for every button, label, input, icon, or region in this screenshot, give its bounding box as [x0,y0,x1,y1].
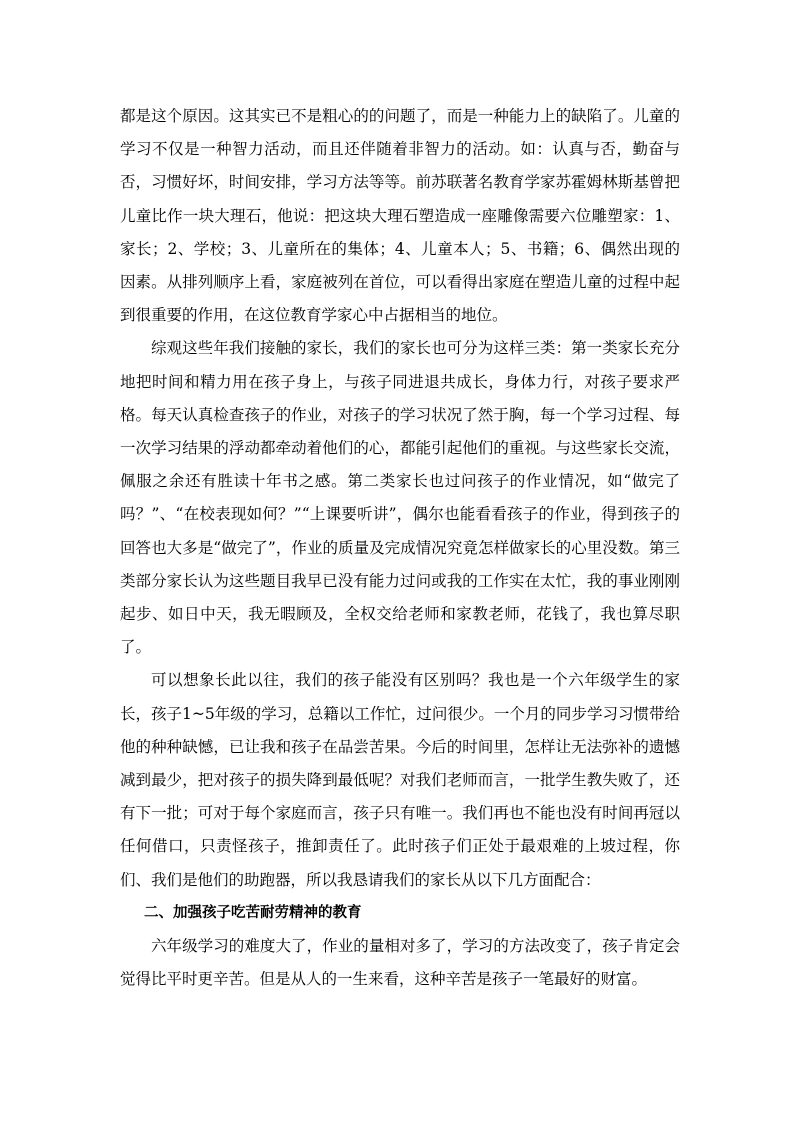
paragraph-parent-types: 综观这些年我们接触的家长，我们的家长也可分为这样三类：第一类家长充分地把时间和精力用在孩子身上，与孩子同进退共成长，身体力行，对孩子要求严格。每天认真检查孩子的作业，对孩子的学习状况了然于胸，每一个学习过程、每一次学习结果的浮动都牵动着他们的心，都能引起他们的重视。与这些家长交流，佩服之余还有胜读十年书之感。第二类家长也过问孩子的作业情况，如“做完了吗？”、“在校表现如何？”“上课要听讲”，偶尔也能看看孩子的作业，得到孩子的回答也大多是“做完了”，作业的质量及完成情况究竟怎样做家长的心里没数。第三类部分家长认为这些题目我早已没有能力过问或我的工作实在太忙，我的事业刚刚起步、如日中天，我无暇顾及，全权交给老师和家教老师，花钱了，我也算尽职了。 [120,339,680,657]
paragraph-continuation: 都是这个原因。这其实已不是粗心的的问题了，而是一种能力上的缺陷了。儿童的学习不仅是一种智力活动，而且还伴随着非智力的活动。如：认真与否，勤奋与否，习惯好坏，时间安排，学习方法等等。前苏联著名教育学家苏霍姆林斯基曾把儿童比作一块大理石，他说：把这块大理石塑造成一座雕像需要六位雕塑家：1、家长；2、学校；3、儿童所在的集体；4、儿童本人；5、书籍；6、偶然出现的因素。从排列顺序上看，家庭被列在首位，可以看得出家庭在塑造儿童的过程中起到很重要的作用，在这位教育学家心中占据相当的地位。 [120,107,680,325]
document-body [120,100,680,996]
section-heading: 二、加强孩子吃苦耐劳精神的教育 [144,904,362,921]
paragraph-hardship: 六年级学习的难度大了，作业的量相对多了，学习的方法改变了，孩子肯定会觉得比平时更辛苦。但是从人的一生来看，这种辛苦是孩子一笔最好的财富。 [120,937,680,989]
paragraph-appeal: 可以想象长此以往，我们的孩子能没有区别吗？我也是一个六年级学生的家长，孩子1~5年级的学习，总籍以工作忙，过问很少。一个月的同步学习习惯带给他的种种缺憾，已让我和孩子在品尝苦果。今后的时间里，怎样让无法弥补的遗憾减到最少，把对孩子的损失降到最低呢？对我们老师而言，一批学生教失败了，还有下一批；可对于每个家庭而言，孩子只有唯一。我们再也不能也没有时间再冠以任何借口，只责怪孩子，推卸责任了。此时孩子们正处于最艰难的上坡过程，你们、我们是他们的助跑器，所以我恳请我们的家长从以下几方面配合： [120,671,680,889]
